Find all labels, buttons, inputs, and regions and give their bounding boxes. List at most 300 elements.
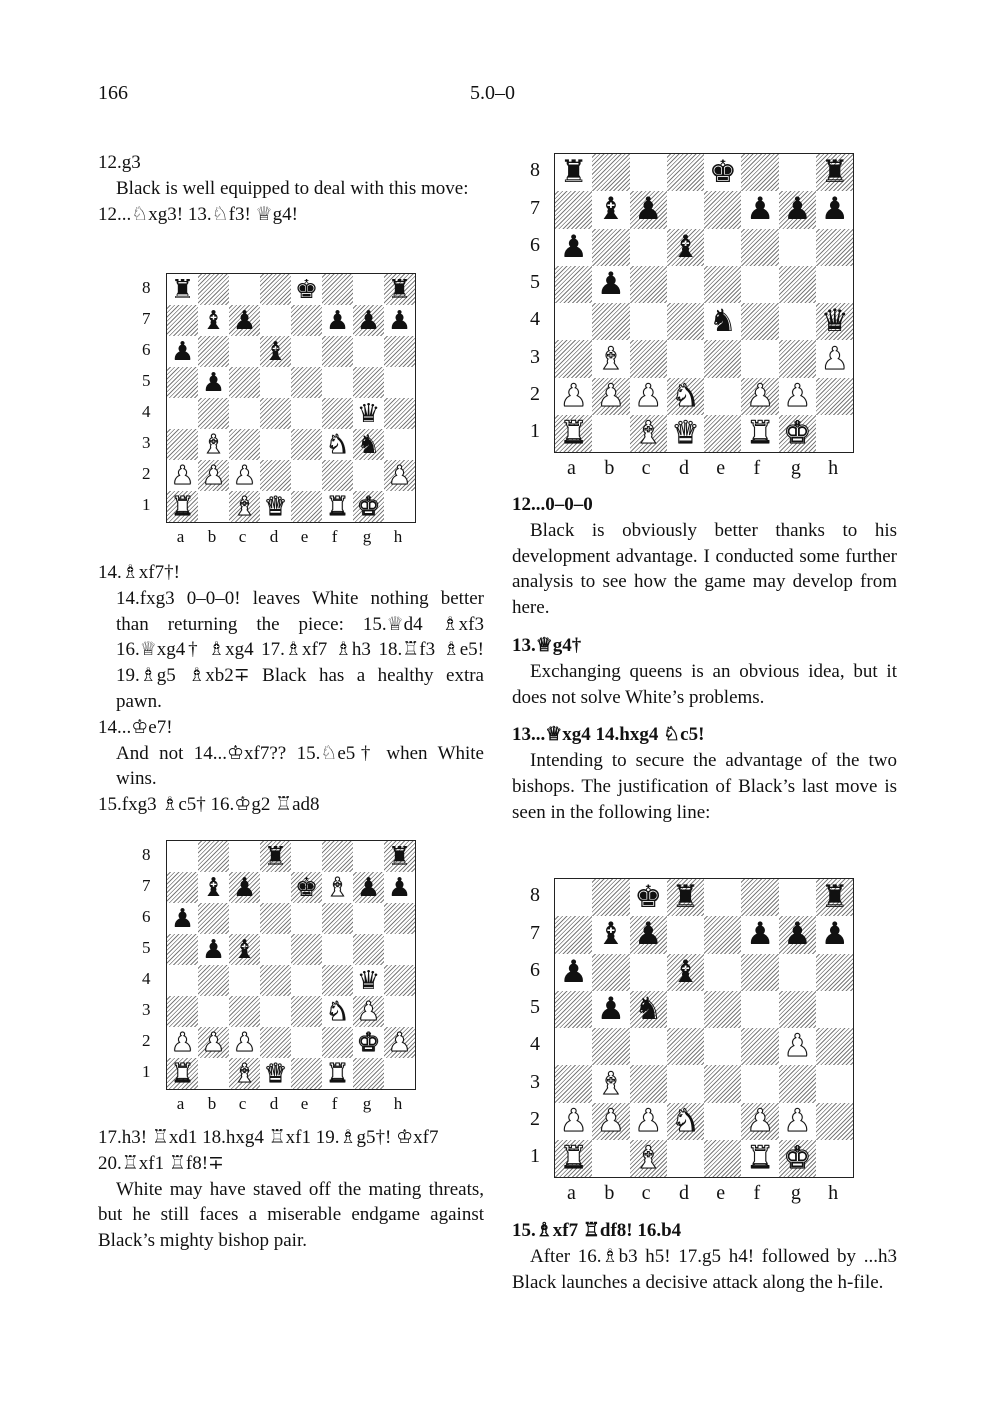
white-pawn-icon: ♟ bbox=[634, 377, 663, 414]
square-d6 bbox=[667, 954, 704, 991]
black-bishop-icon: ♝ bbox=[597, 191, 625, 228]
square-e4 bbox=[291, 965, 322, 996]
square-d6 bbox=[260, 903, 291, 934]
rank-label: 7 bbox=[142, 875, 151, 895]
chessboard bbox=[166, 273, 416, 523]
square-d2 bbox=[260, 460, 291, 491]
square-c2 bbox=[630, 378, 667, 415]
square-e2 bbox=[704, 1103, 741, 1140]
white-knight-icon: ♞ bbox=[325, 996, 350, 1027]
square-b3 bbox=[592, 340, 629, 377]
black-pawn-icon: ♟ bbox=[634, 191, 663, 228]
square-b3 bbox=[198, 429, 229, 460]
square-f2 bbox=[322, 460, 353, 491]
square-c8 bbox=[229, 274, 260, 305]
square-h7 bbox=[384, 872, 415, 903]
square-f3 bbox=[322, 996, 353, 1027]
square-h8 bbox=[816, 154, 853, 191]
black-pawn-icon: ♟ bbox=[820, 916, 849, 953]
rank-label: 3 bbox=[142, 999, 151, 1019]
square-a6 bbox=[555, 229, 592, 266]
square-f8 bbox=[741, 154, 778, 191]
square-b7 bbox=[198, 305, 229, 336]
square-h3 bbox=[816, 1065, 853, 1102]
square-f8 bbox=[322, 841, 353, 872]
square-a2 bbox=[555, 378, 592, 415]
square-a8 bbox=[167, 274, 198, 305]
white-bishop-icon: ♝ bbox=[634, 1140, 663, 1177]
square-c8 bbox=[630, 879, 667, 916]
move-heading: 13.♕g4† bbox=[512, 634, 582, 656]
file-label: e bbox=[300, 1094, 309, 1113]
black-bishop-icon: ♝ bbox=[201, 305, 226, 336]
square-d5 bbox=[260, 367, 291, 398]
square-h2 bbox=[816, 378, 853, 415]
square-h5 bbox=[816, 991, 853, 1028]
rank-label: 3 bbox=[142, 432, 151, 452]
square-b6 bbox=[198, 903, 229, 934]
black-pawn-icon: ♟ bbox=[559, 228, 588, 265]
white-pawn-icon: ♟ bbox=[170, 460, 195, 491]
square-e2 bbox=[291, 460, 322, 491]
square-c8 bbox=[229, 841, 260, 872]
black-pawn-icon: ♟ bbox=[325, 305, 350, 336]
rank-label: 3 bbox=[530, 1070, 540, 1093]
square-f5 bbox=[322, 934, 353, 965]
rank-label: 1 bbox=[530, 1145, 540, 1168]
square-e3 bbox=[291, 429, 322, 460]
square-b5 bbox=[198, 934, 229, 965]
text-paragraph: 15.fxg3 ♗c5† 16.♔g2 ♖ad8 bbox=[98, 794, 320, 816]
square-c3 bbox=[630, 340, 667, 377]
square-b5 bbox=[198, 367, 229, 398]
black-bishop-icon: ♝ bbox=[263, 336, 288, 367]
square-c7 bbox=[229, 305, 260, 336]
white-pawn-icon: ♟ bbox=[597, 1102, 625, 1139]
square-a7 bbox=[555, 191, 592, 228]
square-e2 bbox=[704, 378, 741, 415]
left-column bbox=[98, 150, 484, 227]
black-pawn-icon: ♟ bbox=[170, 903, 195, 934]
square-c2 bbox=[229, 1027, 260, 1058]
square-a2 bbox=[167, 460, 198, 491]
square-h7 bbox=[384, 305, 415, 336]
black-pawn-icon: ♟ bbox=[387, 305, 412, 336]
white-pawn-icon: ♟ bbox=[634, 1102, 663, 1139]
file-label: e bbox=[716, 1182, 726, 1205]
square-b3 bbox=[198, 996, 229, 1027]
square-h3 bbox=[384, 429, 415, 460]
square-e4 bbox=[704, 1028, 741, 1065]
square-h7 bbox=[816, 916, 853, 953]
square-a2 bbox=[167, 1027, 198, 1058]
square-c1 bbox=[229, 1058, 260, 1089]
rank-label: 6 bbox=[142, 906, 151, 926]
file-label: f bbox=[753, 457, 761, 480]
square-f6 bbox=[322, 336, 353, 367]
square-f7 bbox=[741, 916, 778, 953]
square-a3 bbox=[167, 996, 198, 1027]
white-pawn-icon: ♟ bbox=[201, 1027, 226, 1058]
square-f1 bbox=[741, 1140, 778, 1177]
square-g6 bbox=[779, 229, 816, 266]
white-rook-icon: ♜ bbox=[746, 415, 775, 452]
square-h4 bbox=[816, 303, 853, 340]
square-b4 bbox=[198, 398, 229, 429]
square-g8 bbox=[779, 154, 816, 191]
square-h8 bbox=[384, 841, 415, 872]
white-pawn-icon: ♟ bbox=[170, 1027, 195, 1058]
square-e8 bbox=[704, 879, 741, 916]
square-a8 bbox=[555, 154, 592, 191]
text-paragraph: After 16.♗b3 h5! 17.g5 h4! followed by ...h3 Black launches a decisive attack along the h-file. bbox=[512, 1245, 897, 1293]
square-d4 bbox=[260, 398, 291, 429]
rank-label: 3 bbox=[530, 345, 540, 368]
square-b8 bbox=[198, 841, 229, 872]
square-d8 bbox=[667, 879, 704, 916]
white-bishop-icon: ♝ bbox=[232, 491, 257, 522]
rank-label: 5 bbox=[530, 271, 540, 294]
white-pawn-icon: ♟ bbox=[356, 996, 381, 1027]
square-a1 bbox=[555, 415, 592, 452]
square-g8 bbox=[779, 879, 816, 916]
black-rook-icon: ♜ bbox=[387, 841, 412, 872]
square-c7 bbox=[630, 916, 667, 953]
square-e5 bbox=[704, 991, 741, 1028]
square-c7 bbox=[229, 872, 260, 903]
square-h5 bbox=[816, 266, 853, 303]
square-g3 bbox=[779, 340, 816, 377]
square-f2 bbox=[741, 378, 778, 415]
file-label: a bbox=[567, 457, 576, 480]
square-e5 bbox=[291, 367, 322, 398]
square-g5 bbox=[779, 266, 816, 303]
black-bishop-icon: ♝ bbox=[671, 953, 700, 990]
white-bishop-icon: ♝ bbox=[597, 340, 625, 377]
white-king-icon: ♚ bbox=[783, 1140, 812, 1177]
black-rook-icon: ♜ bbox=[387, 274, 412, 305]
white-rook-icon: ♜ bbox=[559, 1140, 588, 1177]
rank-label: 7 bbox=[530, 921, 540, 944]
left-column-mid bbox=[98, 560, 484, 818]
square-g4 bbox=[353, 398, 384, 429]
white-bishop-icon: ♝ bbox=[232, 1058, 257, 1089]
white-queen-icon: ♛ bbox=[263, 1058, 288, 1089]
square-a4 bbox=[167, 398, 198, 429]
text-paragraph: Intending to secure the advantage of the two bishops. The justification of Black’s last move is seen in the following line: bbox=[512, 750, 897, 823]
square-c3 bbox=[630, 1065, 667, 1102]
black-rook-icon: ♜ bbox=[559, 154, 588, 191]
white-knight-icon: ♞ bbox=[671, 377, 700, 414]
square-d1 bbox=[667, 1140, 704, 1177]
right-block-2 bbox=[512, 1218, 897, 1295]
black-knight-icon: ♞ bbox=[708, 303, 737, 340]
square-f7 bbox=[322, 305, 353, 336]
left-block-1 bbox=[98, 150, 484, 227]
file-label: g bbox=[362, 1094, 372, 1113]
square-e7 bbox=[291, 305, 322, 336]
square-d2 bbox=[260, 1027, 291, 1058]
square-d4 bbox=[667, 1028, 704, 1065]
square-b4 bbox=[198, 965, 229, 996]
square-a6 bbox=[167, 336, 198, 367]
square-a6 bbox=[167, 903, 198, 934]
white-knight-icon: ♞ bbox=[671, 1102, 700, 1139]
square-g5 bbox=[779, 991, 816, 1028]
square-e3 bbox=[704, 340, 741, 377]
file-label: a bbox=[567, 1182, 576, 1205]
square-g5 bbox=[353, 934, 384, 965]
white-pawn-icon: ♟ bbox=[783, 377, 812, 414]
square-d4 bbox=[260, 965, 291, 996]
white-king-icon: ♚ bbox=[783, 415, 812, 452]
chessboard bbox=[554, 878, 854, 1178]
square-h8 bbox=[384, 274, 415, 305]
square-h1 bbox=[816, 1140, 853, 1177]
file-label: a bbox=[176, 1094, 185, 1113]
square-d1 bbox=[260, 491, 291, 522]
square-c5 bbox=[630, 991, 667, 1028]
file-label: d bbox=[269, 1094, 279, 1113]
rank-label: 6 bbox=[530, 958, 540, 981]
square-c6 bbox=[630, 954, 667, 991]
text-paragraph: And not 14...♔xf7?? 15.♘e5† when White wins. bbox=[116, 742, 484, 790]
square-h2 bbox=[816, 1103, 853, 1140]
square-b4 bbox=[592, 303, 629, 340]
spacer bbox=[512, 710, 897, 722]
square-a4 bbox=[167, 965, 198, 996]
rank-label: 2 bbox=[142, 1030, 151, 1050]
rank-label: 5 bbox=[530, 996, 540, 1019]
square-h4 bbox=[816, 1028, 853, 1065]
square-d8 bbox=[667, 154, 704, 191]
square-c2 bbox=[229, 460, 260, 491]
square-g7 bbox=[353, 305, 384, 336]
right-column bbox=[512, 492, 897, 826]
white-king-icon: ♚ bbox=[356, 491, 381, 522]
square-a3 bbox=[555, 340, 592, 377]
white-rook-icon: ♜ bbox=[325, 1058, 350, 1089]
white-queen-icon: ♛ bbox=[671, 415, 700, 452]
square-e1 bbox=[704, 1140, 741, 1177]
square-c5 bbox=[229, 934, 260, 965]
square-e2 bbox=[291, 1027, 322, 1058]
black-pawn-icon: ♟ bbox=[783, 916, 812, 953]
square-e3 bbox=[291, 996, 322, 1027]
file-label: c bbox=[641, 1182, 651, 1205]
square-f5 bbox=[741, 991, 778, 1028]
square-c6 bbox=[630, 229, 667, 266]
square-c1 bbox=[630, 415, 667, 452]
white-rook-icon: ♜ bbox=[170, 491, 195, 522]
spacer bbox=[512, 621, 897, 633]
square-c6 bbox=[229, 903, 260, 934]
black-pawn-icon: ♟ bbox=[356, 872, 381, 903]
rank-label: 8 bbox=[530, 884, 540, 907]
rank-label: 2 bbox=[530, 1108, 540, 1131]
white-pawn-icon: ♟ bbox=[387, 460, 412, 491]
square-h3 bbox=[384, 996, 415, 1027]
black-pawn-icon: ♟ bbox=[746, 191, 775, 228]
rank-label: 2 bbox=[142, 463, 151, 483]
square-b2 bbox=[198, 1027, 229, 1058]
left-column-bottom bbox=[98, 1125, 484, 1254]
square-e8 bbox=[704, 154, 741, 191]
square-f1 bbox=[322, 491, 353, 522]
black-bishop-icon: ♝ bbox=[597, 916, 625, 953]
right-column-bottom bbox=[512, 1218, 897, 1295]
text-paragraph: Black is well equipped to deal with this move: bbox=[116, 177, 469, 199]
square-g8 bbox=[353, 274, 384, 305]
white-pawn-icon: ♟ bbox=[820, 340, 849, 377]
square-b8 bbox=[592, 879, 629, 916]
square-a3 bbox=[167, 429, 198, 460]
square-g3 bbox=[353, 429, 384, 460]
square-a7 bbox=[167, 872, 198, 903]
square-f3 bbox=[741, 1065, 778, 1102]
file-label: d bbox=[269, 527, 279, 546]
square-f8 bbox=[741, 879, 778, 916]
black-pawn-icon: ♟ bbox=[597, 266, 625, 303]
square-h3 bbox=[816, 340, 853, 377]
black-rook-icon: ♜ bbox=[820, 154, 849, 191]
file-label: h bbox=[828, 1182, 839, 1205]
black-bishop-icon: ♝ bbox=[232, 934, 257, 965]
page-number: 166 bbox=[98, 82, 128, 104]
square-e4 bbox=[704, 303, 741, 340]
square-h4 bbox=[384, 965, 415, 996]
square-f6 bbox=[741, 229, 778, 266]
square-g1 bbox=[353, 1058, 384, 1089]
black-pawn-icon: ♟ bbox=[820, 191, 849, 228]
black-bishop-icon: ♝ bbox=[671, 228, 700, 265]
square-g6 bbox=[353, 336, 384, 367]
white-pawn-icon: ♟ bbox=[783, 1102, 812, 1139]
move-heading: 12...0–0–0 bbox=[512, 494, 593, 515]
square-f1 bbox=[322, 1058, 353, 1089]
square-f4 bbox=[322, 965, 353, 996]
square-g8 bbox=[353, 841, 384, 872]
square-a4 bbox=[555, 303, 592, 340]
white-bishop-icon: ♝ bbox=[634, 415, 663, 452]
file-label: b bbox=[604, 1182, 615, 1205]
square-e5 bbox=[704, 266, 741, 303]
square-a5 bbox=[555, 266, 592, 303]
file-label: b bbox=[207, 527, 217, 546]
rank-label: 8 bbox=[142, 277, 151, 297]
rank-label: 1 bbox=[142, 494, 151, 514]
white-queen-icon: ♛ bbox=[263, 491, 288, 522]
square-b6 bbox=[592, 954, 629, 991]
square-b1 bbox=[592, 1140, 629, 1177]
square-g6 bbox=[779, 954, 816, 991]
square-e7 bbox=[704, 191, 741, 228]
square-e8 bbox=[291, 841, 322, 872]
rank-label: 5 bbox=[142, 937, 151, 957]
white-pawn-icon: ♟ bbox=[201, 460, 226, 491]
square-g3 bbox=[353, 996, 384, 1027]
rank-label: 4 bbox=[142, 968, 151, 988]
black-pawn-icon: ♟ bbox=[201, 367, 226, 398]
square-c4 bbox=[630, 1028, 667, 1065]
rank-label: 8 bbox=[142, 844, 151, 864]
square-d6 bbox=[260, 336, 291, 367]
white-bishop-icon: ♝ bbox=[325, 872, 350, 903]
square-f3 bbox=[741, 340, 778, 377]
text-paragraph: White may have staved off the mating threats, but he still faces a miserable endgame against Black’s mighty bishop pair. bbox=[98, 1178, 484, 1252]
square-a1 bbox=[167, 1058, 198, 1089]
square-d8 bbox=[260, 841, 291, 872]
file-label: f bbox=[331, 1094, 338, 1113]
rank-label: 4 bbox=[142, 401, 151, 421]
square-b6 bbox=[198, 336, 229, 367]
white-king-icon: ♚ bbox=[356, 1027, 381, 1058]
square-g1 bbox=[779, 415, 816, 452]
square-d7 bbox=[667, 191, 704, 228]
square-e6 bbox=[704, 954, 741, 991]
square-c4 bbox=[630, 303, 667, 340]
square-h8 bbox=[816, 879, 853, 916]
text-paragraph: 12.g3 bbox=[98, 152, 141, 173]
rank-label: 1 bbox=[530, 420, 540, 443]
square-d2 bbox=[667, 378, 704, 415]
black-knight-icon: ♞ bbox=[356, 429, 381, 460]
square-g4 bbox=[353, 965, 384, 996]
right-block-1 bbox=[512, 492, 897, 826]
black-queen-icon: ♛ bbox=[356, 965, 381, 996]
square-a1 bbox=[167, 491, 198, 522]
square-b7 bbox=[592, 191, 629, 228]
file-label: b bbox=[604, 457, 615, 480]
square-h1 bbox=[816, 415, 853, 452]
square-a7 bbox=[555, 916, 592, 953]
rank-label: 5 bbox=[142, 370, 151, 390]
square-d7 bbox=[260, 872, 291, 903]
rank-label: 7 bbox=[142, 308, 151, 328]
square-g2 bbox=[353, 460, 384, 491]
square-b7 bbox=[592, 916, 629, 953]
square-c3 bbox=[229, 996, 260, 1027]
square-h7 bbox=[816, 191, 853, 228]
square-h6 bbox=[816, 229, 853, 266]
square-c6 bbox=[229, 336, 260, 367]
rank-label: 2 bbox=[530, 383, 540, 406]
text-paragraph: 12...♘xg3! 13.♘f3! ♕g4! bbox=[98, 203, 298, 225]
square-h2 bbox=[384, 460, 415, 491]
black-king-icon: ♚ bbox=[294, 274, 319, 305]
file-label: b bbox=[207, 1094, 217, 1113]
move-heading: 15.♗xf7 ♖df8! 16.b4 bbox=[512, 1220, 682, 1241]
square-e6 bbox=[291, 336, 322, 367]
black-rook-icon: ♜ bbox=[170, 274, 195, 305]
square-d2 bbox=[667, 1103, 704, 1140]
rank-label: 1 bbox=[142, 1061, 151, 1081]
square-a2 bbox=[555, 1103, 592, 1140]
square-h5 bbox=[384, 367, 415, 398]
file-label: c bbox=[238, 1094, 247, 1113]
square-f5 bbox=[322, 367, 353, 398]
square-c4 bbox=[229, 965, 260, 996]
file-label: e bbox=[300, 527, 309, 546]
white-pawn-icon: ♟ bbox=[559, 1102, 588, 1139]
square-c5 bbox=[229, 367, 260, 398]
square-e6 bbox=[704, 229, 741, 266]
square-g4 bbox=[779, 1028, 816, 1065]
square-f6 bbox=[322, 903, 353, 934]
square-f8 bbox=[322, 274, 353, 305]
white-bishop-icon: ♝ bbox=[201, 429, 226, 460]
file-label: g bbox=[790, 457, 801, 480]
